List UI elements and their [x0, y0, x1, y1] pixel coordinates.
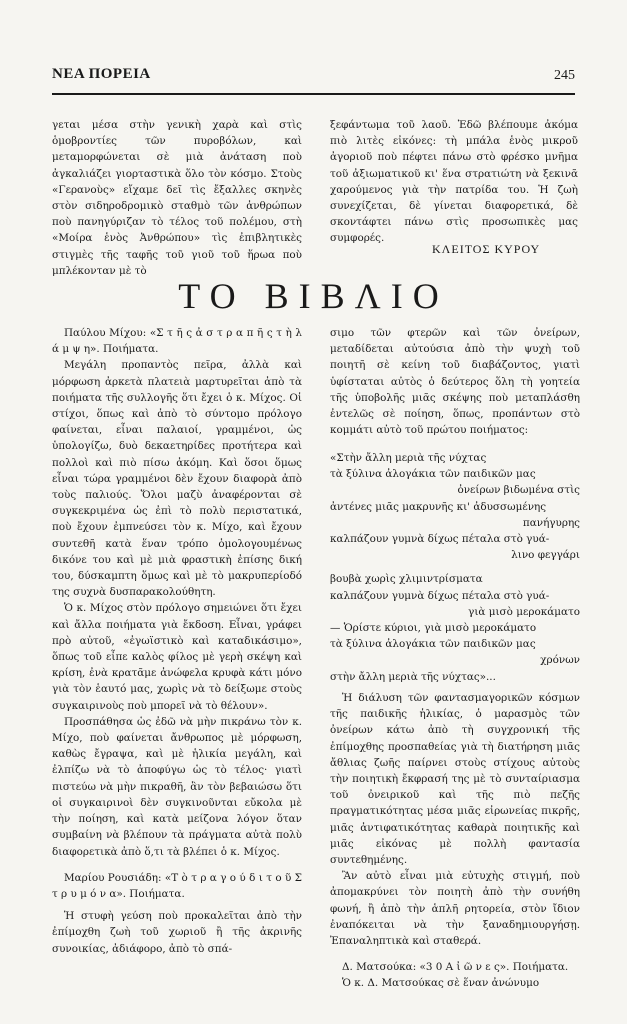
poem-line: λινο φεγγάρι — [511, 549, 580, 562]
review-heading-matsoukas: Δ. Ματσούκα: «3 0 Α ἰ ῶ ν ε ς». Ποιήματα. — [342, 961, 569, 974]
book-reviews-right-column-after — [330, 690, 580, 992]
poem-line: τὰ ξύλινα ἀλογάκια τῶν παιδικῶν μας — [330, 468, 536, 481]
review-heading-michos: Παύλου Μίχου: «Σ τ ῆ ς ἀ σ τ ρ α π ῆ ς τ ὴ λ ά μ ψ η». Ποιήματα. — [52, 327, 302, 356]
book-reviews-right-column-intro — [330, 325, 580, 438]
section-title: ΤΟ ΒΙΒΛΙΟ — [178, 276, 449, 316]
paragraph: Μεγάλη προπαντὸς πεῖρα, ἀλλὰ καὶ μόρφωση ἀρκετὰ πλατειὰ μαρτυρεῖται ἀπὸ τὰ ποιήματα τῆς συλλογῆς ὅτι ἔχει ὁ κ. Μίχος. Οἱ στίχοι, ὅπως καὶ ἀπὸ τὸ σύντομο πρόλογο φαίνεται, εἶναι παλαιοί, γραμμένοι, ὡς ὑπολογίζω, δυὸ δεκαετηρίδες προτήτερα καὶ πολλοὶ καὶ πιὸ πίσω ἀκόμη. Καὶ ὅσοι ὅμως εἶναι τώρα γραμμένοι δὲν ἔχουν διαφορὰ ἀπὸ τοὺς παλιούς. Ὅλοι μαζὺ ἀναφέρονται σὲ συγκεκριμένα ὡς ἐπὶ τὸ πολὺ περιστατικά, ποὺ ἔχουν ἐμπνεύσει τὸν κ. Μίχο, καὶ ἔχουν συντεθῆ κατὰ ἕναν τρόπο ὁμολογουμένως δικόνε του καὶ μὲ μιὰ φραστικὴ ἐπίσης δική του, δύσκαμπτη ὅμως καὶ μὲ τὸ μακρυπερίοδό της συχνὰ δυσπαρακολούθητη. — [52, 359, 302, 599]
poem-line: ὀνείρων βιδωμένα στὶς — [457, 484, 580, 497]
poem-line: τὰ ξύλινα ἀλογάκια τῶν παιδικῶν μας — [330, 638, 536, 651]
poem-line: «Στὴν ἄλλη μεριὰ τῆς νύχτας — [330, 452, 487, 464]
top-right-text: ξεφάντωμα τοῦ λαοῦ. Ἐδῶ βλέπουμε ἀκόμα πιὸ λιτὲς εἰκόνες: τὴ μπάλα ἑνὸς μικροῦ ἀγοριοῦ ποὺ πέφτει πάνω στὸ φρέσκο μνῆμα τοῦ ἀξιωματικοῦ κι' ἕνα στρατιώτη νὰ ξεκινᾶ χαρούμενος γιὰ τὴν πατρίδα του. Ἡ ζωὴ συνεχίζεται, δὲ γίνεται διαφορετικά, δὲ σκοντάφτει πάνω στὶς προσωπικὲς μας συμφορές. — [330, 119, 578, 245]
paragraph: Ἂν αὐτὸ εἶναι μιὰ εὐτυχὴς στιγμή, ποὺ ἀπομακρύνει τὸν ποιητὴ ἀπὸ τὴν συνήθη φωνή, ἢ ἀπὸ τὴν ἁπλῆ ρητορεία, στὸν ἴδιον ἐναπόκειται νὰ τὴν ξαναδημιουργήσῃ. Ἐπαναληπτικὰ καὶ σταθερά. — [330, 870, 580, 948]
poem-line: πανήγυρης — [522, 516, 580, 529]
paragraph: Ὁ κ. Δ. Ματσούκας σὲ ἕναν ἀνώνυμο — [342, 977, 540, 990]
poem-line: καλπάζουν γυμνὰ δίχως πέταλα στὸ γυά- — [330, 589, 550, 602]
top-right-column — [330, 117, 578, 247]
page-header — [52, 66, 575, 94]
poem-line: βουβὰ χωρὶς χλιμιντρίσματα — [330, 573, 483, 586]
header-rule — [52, 93, 575, 95]
paragraph: Προσπάθησα ὡς ἐδῶ νὰ μὴν πικράνω τὸν κ. Μίχο, ποὺ φαίνεται ἄνθρωπος μὲ μόρφωση, καθὼς ἔγραψα, καὶ μὲ ἡλικία μεγάλη, καὶ ἐλπίζω νὰ τὸ ἀποφύγω ὡς τὸ τέλος· γιατὶ πιστεύω νὰ μὴν πικραθῆ, ἂν τὸν βεβαιώσω ὅτι οἱ συγκαιρινοὶ δὲν συγκινοῦνται εὔκολα μὲ τὴν ποίηση, καὶ κατὰ μείζονα λόγον ὅταν συμβαίνη νὰ βλέπουν τὰ πράγματα αὐτὰ πολὺ διαφορετικὰ ἀπὸ ὅ,τι τὰ βλέπει ὁ κ. Μίχος. — [52, 715, 302, 858]
stanza-gap — [330, 563, 580, 571]
review-heading-rousiadis: Μαρίου Ρουσιάδη: «Τ ὸ τ ρ α γ ο ύ δ ι τ ο ῦ Σ τ ρ υ μ ό ν α». Ποιήματα. — [52, 871, 302, 900]
page-number: 245 — [554, 68, 575, 83]
poem-quote — [330, 450, 580, 685]
poem-line: στὴν ἄλλη μεριὰ τῆς νύχτας»... — [330, 670, 496, 683]
poem-line: ἀντένες μιᾶς μακρυνῆς κι' ἀδυσσωμένης — [330, 500, 547, 513]
poem-line: χρόνων — [540, 654, 580, 667]
paragraph: σιμο τῶν φτερῶν καὶ τῶν ὀνείρων, μεταδίδεται αὐτούσια ἀπὸ τὴν ψυχὴ τοῦ ποιητῆ σὲ κείνη τοῦ διαβάζοντος, γιατὶ ὑφίσταται αὐτὸς ὁ δεύτερος ὅλη τὴ γοητεία τῆς ὑποβολῆς μιᾶς σκέψης ποὺ μεταπλάσθη ἐντελῶς σὲ ποίηση, ὅπως, προπάντων στὸ κομμάτι αὐτὸ τοῦ πρώτου ποιήματος: — [330, 327, 580, 437]
poem-line: καλπάζουν γυμνὰ δίχως πέταλα στὸ γυά- — [330, 533, 550, 546]
journal-title: ΝΕΑ ΠΟΡΕΙΑ — [52, 66, 151, 82]
paragraph: Ὁ κ. Μίχος στὸν πρόλογο σημειώνει ὅτι ἔχει καὶ ἄλλα ποιήματα γιὰ ἔκδοση. Εἶναι, γράφει πρὸ αὐτοῦ, «ἐγωϊστικὸ καὶ καταδικάσιμο», ὅπως τοῦ εἶπε καλὸς φίλος μὲ γερὴ σκέψη καὶ κρίση, ἐνὰ κρατᾶμε ἀνώφελα κρυφὰ κάτι μόνο γιὰ τὸν ἑαυτό μας, χωρὶς νὰ τὸ δείξωμε στοὺς συγκαιρινοὺς ποὺ μπορεῖ νὰ τὸ θέλουν». — [52, 602, 302, 712]
poem-line: — Ὁρίστε κύριοι, γιὰ μισὸ μεροκάματο — [330, 622, 537, 635]
book-reviews-left-column — [52, 325, 302, 957]
paragraph: Ἡ στυφὴ γεύση ποὺ προκαλεῖται ἀπὸ τὴν ἐπίμοχθη ζωὴ τοῦ χωριοῦ ἢ τῆς ἀκρινῆς συνοικίας, ἀδιάφορο, ἀπὸ τὸ σπά- — [52, 910, 302, 955]
poem-line: γιὰ μισὸ μεροκάματο — [468, 605, 580, 618]
top-left-text: γεται μέσα στὴν γενικὴ χαρὰ καὶ στὶς ὁμοβροντίες τῶν πυροβόλων, καὶ μεταμορφώνεται σὲ μιὰ ἀνάταση ποὺ ἀγκαλιάζει γιορταστικὰ ὅλο τὸν κόσμο. Στοὺς «Γερανοὺς» εἴχαμε δεῖ τὶς ἔξαλλες σκηνὲς στὸν σιδηροδρομικὸ σταθμὸ τῶν ἀνθρώπων ποὺ πανηγύριζαν τὸ τέλος τοῦ πολέμου, στὴ «Μοίρα ἑνὸς Ἀνθρώπου» τὶς ἐπιβλητικὲς στιγμὲς τῆς ταφῆς τοῦ γιοῦ τοῦ ἥρωα ποὺ μπλέκονταν μὲ τὸ — [52, 119, 302, 277]
paragraph: Ἡ διάλυση τῶν φαντασμαγορικῶν κόσμων τῆς παιδικῆς ἡλικίας, ὁ μαρασμὸς τῶν ὀνείρων κάτω ἀπὸ τὴ συγχρονική τῆς ἐπίμοχθης προσπαθείας γιὰ τὴ διατήρηση μιᾶς ἄθλιας ζωῆς παίρνει στοὺς στίχους αὐτοὺς τὴν ποιητικὴ ἔκφρασή της μὲ τὸ συνταίριασμα τοῦ ὀνειρικοῦ καὶ τῆς πιὸ πεζῆς πραγματικότητας μέσα μιᾶς εἰρωνείας πικρῆς, μιᾶς ἀντιφατικότητας καθαρὰ ποιητικῆς καὶ μιᾶς εἰκόνας μὲ πολλὴ φαντασία συντεθημένης. — [330, 692, 580, 867]
top-left-column — [52, 117, 302, 279]
review-signature: ΚΛΕΙΤΟΣ ΚΥΡΟΥ — [432, 242, 541, 256]
